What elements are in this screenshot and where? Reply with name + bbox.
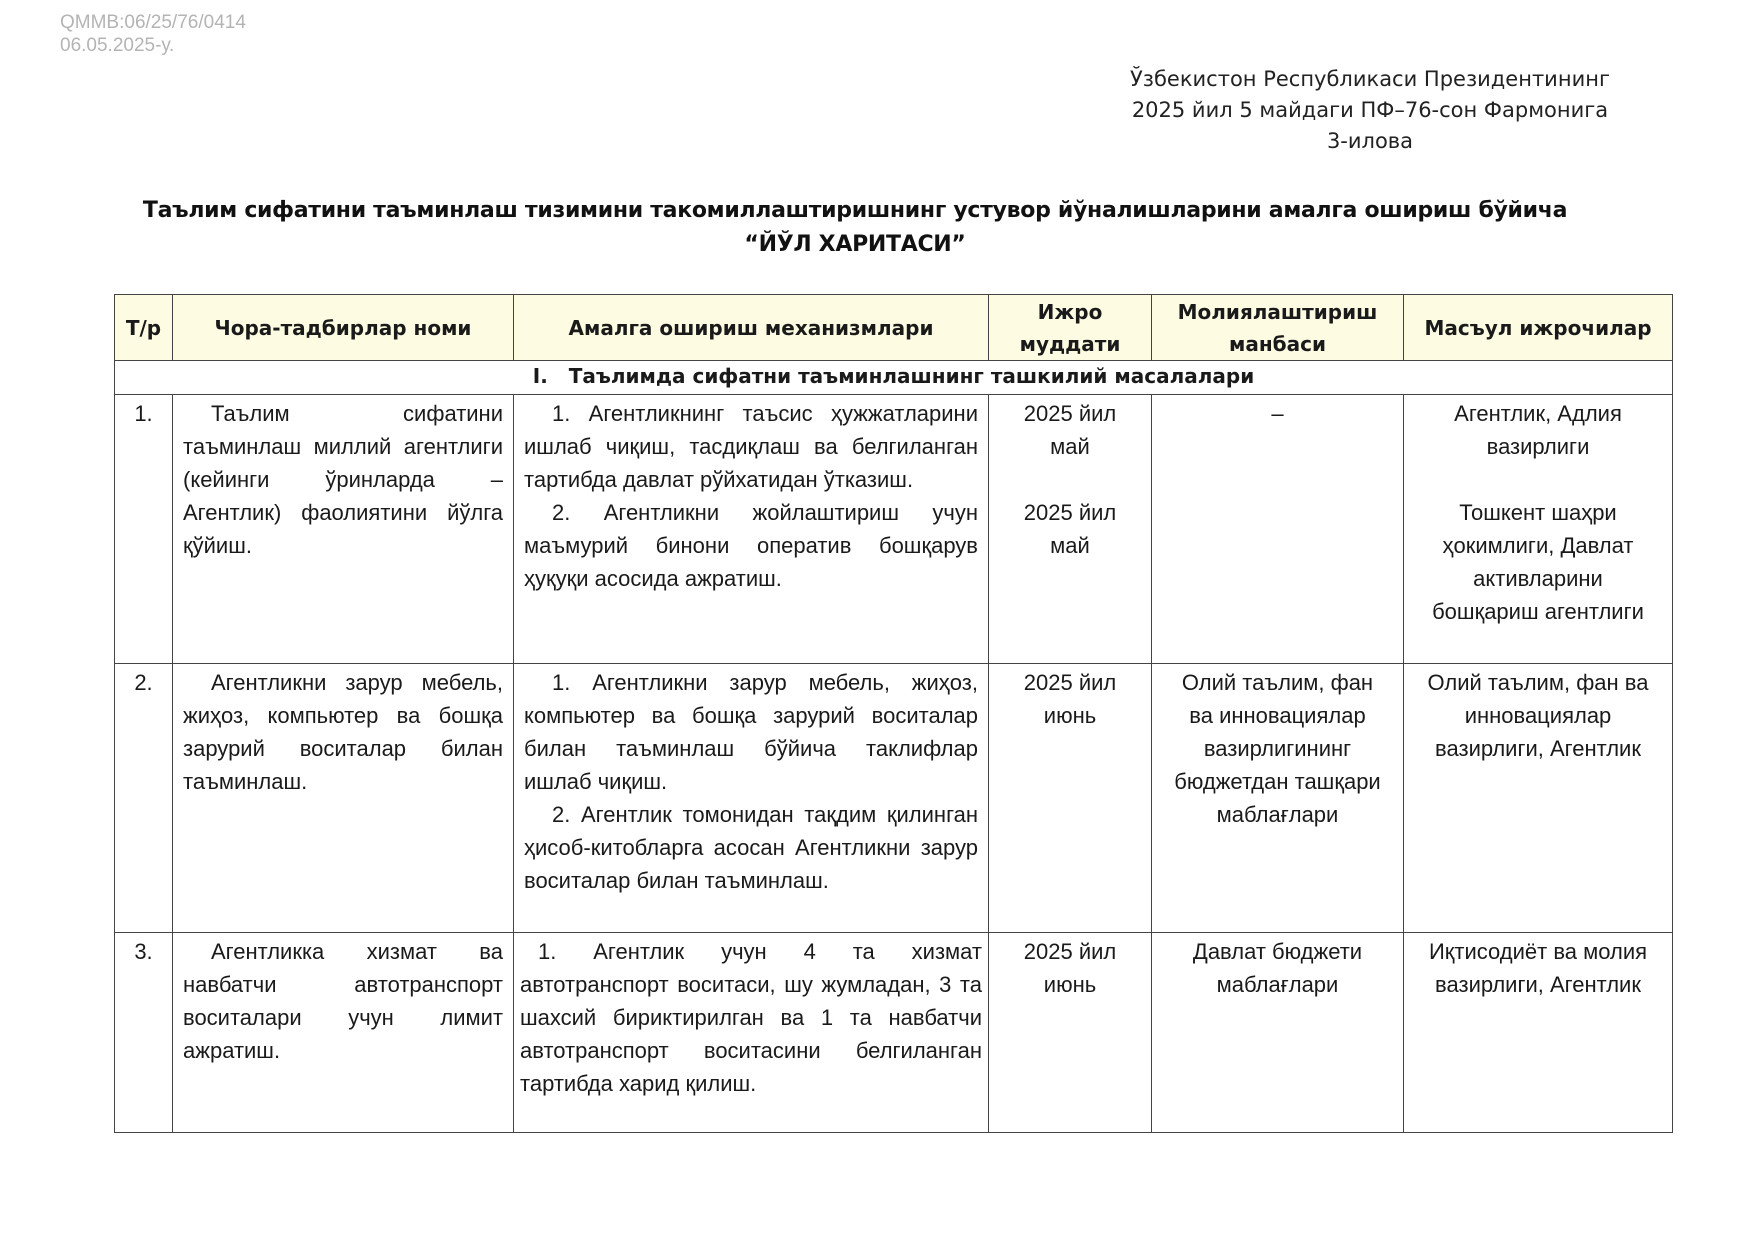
deadline-cell [989,395,1152,664]
section-row [115,361,1673,395]
funding-text: – [1271,401,1284,426]
funding-cell [1152,395,1404,664]
mechanism-item: 2. Агентликни жойлаштириш учун маъмурий бинони оператив бошқарув ҳуқуқи асосида ажратиш. [524,500,978,591]
annex-header [1120,64,1620,157]
mechanisms-cell [514,395,989,664]
responsible-cell [1404,933,1673,1133]
measure-text: Таълим сифатини таъминлаш миллий агентлиги (кейинги ўринларда – Агентлик) фаолиятини йўлга қўйиш. [183,401,503,558]
responsible-cell [1404,664,1673,933]
roadmap-table [114,294,1673,1133]
responsible-item: Тошкент шаҳри ҳокимлиги, Давлат активларини бошқариш агентлиги [1432,500,1644,624]
table-row [115,664,1673,933]
funding-cell [1152,933,1404,1133]
registration-stamp [60,11,246,57]
registration-date: 06.05.2025-у. [60,35,175,56]
table-header-row [115,295,1673,361]
registration-code: QMMB:06/25/76/0414 [60,12,246,33]
table-row [115,395,1673,664]
row-number: 1. [115,395,173,664]
mechanism-item: 1. Агентликнинг таъсис ҳужжатларини ишлаб чиқиш, тасдиқлаш ва белгиланган тартибда давлат рўйхатидан ўтказиш. [524,401,978,492]
column-header-measure: Чора-тадбирлар номи [173,295,514,361]
measure-cell [173,664,514,933]
responsible-cell [1404,395,1673,664]
funding-cell [1152,664,1404,933]
annex-line-2: 2025 йил 5 майдаги ПФ–76-сон Фармонига [1131,98,1609,122]
row-number: 2. [115,664,173,933]
section-title: I. Таълимда сифатни таъминлашнинг ташкилий масалалари [115,361,1673,395]
deadline-cell [989,664,1152,933]
column-header-mechanisms: Амалга ошириш механизмлари [514,295,989,361]
responsible-item: Агентлик, Адлия вазирлиги [1454,401,1622,459]
responsible-item: Иқтисодиёт ва молия вазирлиги, Агентлик [1428,939,1648,997]
document-title-line-2: “ЙЎЛ ХАРИТАСИ” [744,232,966,257]
deadline-item: 2025 йил май [1023,500,1117,558]
funding-text: Олий таълим, фан ва инновациялар вазирлигининг бюджетдан ташқари маблағлари [1174,670,1381,827]
mechanisms-cell [514,933,989,1133]
deadline-item: 2025 йил июнь [1023,670,1117,728]
deadline-item: 2025 йил май [1023,401,1117,459]
table-row [115,933,1673,1133]
annex-line-3: 3-илова [1326,129,1414,153]
column-header-responsible: Масъул ижрочилар [1404,295,1673,361]
measure-cell [173,395,514,664]
column-header-funding: Молиялаштириш манбаси [1152,295,1404,361]
measure-text: Агентликни зарур мебель, жиҳоз, компьютер ва бошқа зарурий воситалар билан таъминлаш. [183,670,503,794]
document-title [110,194,1600,262]
deadline-item: 2025 йил июнь [1023,939,1117,997]
row-number: 3. [115,933,173,1133]
column-header-deadline: Ижро муддати [989,295,1152,361]
measure-text: Агентликка хизмат ва навбатчи автотранспорт воситалари учун лимит ажратиш. [183,939,503,1063]
annex-line-1: Ўзбекистон Республикаси Президентининг [1130,67,1610,91]
mechanisms-cell [514,664,989,933]
column-header-number: Т/р [115,295,173,361]
deadline-cell [989,933,1152,1133]
document-title-line-1: Таълим сифатини таъминлаш тизимини такомиллаштиришнинг устувор йўналишларини амалга ошириш бўйича [142,198,1568,223]
mechanism-item: 1. Агентлик учун 4 та хизмат автотранспорт воситаси, шу жумладан, 3 та шахсий бириктирилган ва 1 та навбатчи автотранспорт воситасини белгиланган тартибда харид қилиш. [520,939,982,1096]
mechanism-item: 1. Агентликни зарур мебель, жиҳоз, компьютер ва бошқа зарурий воситалар билан таъминлаш бўйича таклифлар ишлаб чиқиш. [524,670,978,794]
responsible-item: Олий таълим, фан ва инновациялар вазирлиги, Агентлик [1427,670,1649,761]
funding-text: Давлат бюджети маблағлари [1192,939,1363,997]
mechanism-item: 2. Агентлик томонидан тақдим қилинган ҳисоб-китобларга асосан Агентликни зарур воситалар билан таъминлаш. [524,802,978,893]
measure-cell [173,933,514,1133]
